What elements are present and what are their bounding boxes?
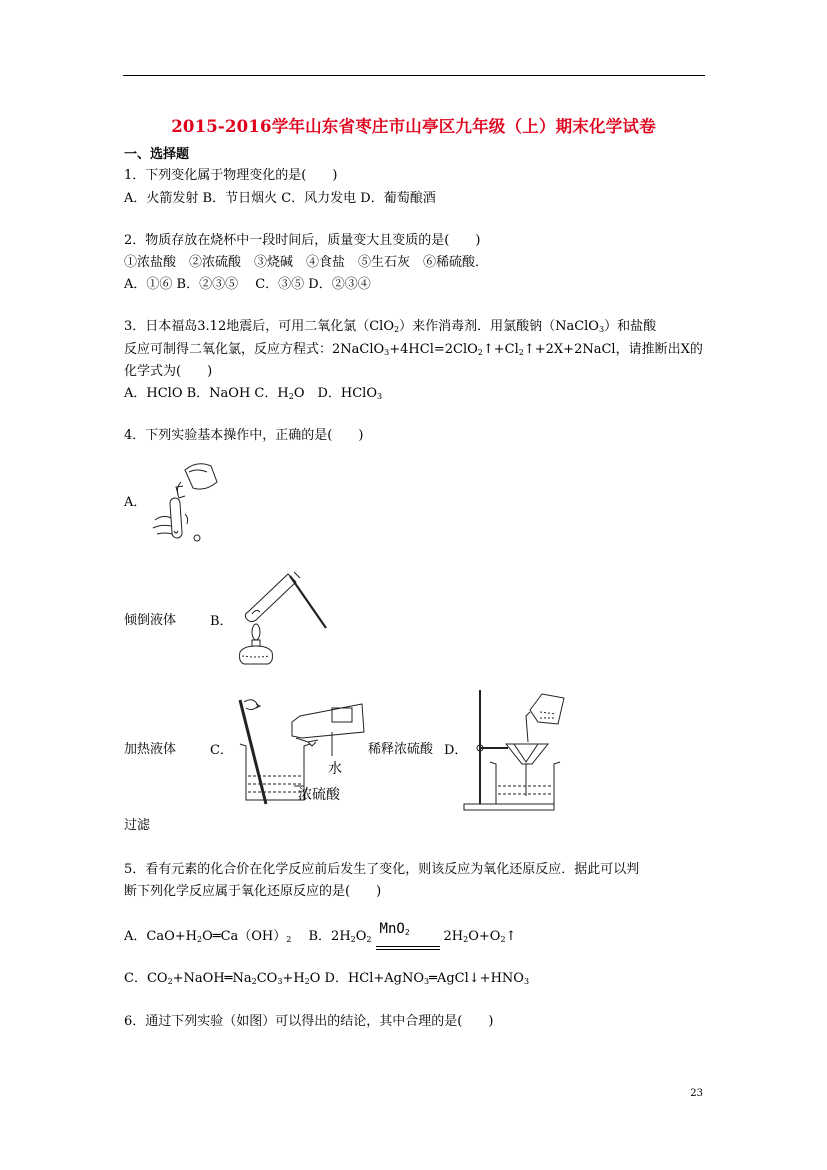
page-number: 23 [690,1088,703,1099]
q5-options-cd: C．$CO_2+NaOH═Na_2CO_3+H_2O$ D．$HCl+AgNO_3═AgCl↓+HNO_3$ [124,971,530,986]
q2-stem: 2．物质存放在烧杯中一段时间后，质量变大且变质的是( ) [124,233,481,248]
q4-figure-a [145,458,220,550]
q1-options: A．火箭发射 B．节日烟火 C．风力发电 D．葡萄酿酒 [124,191,436,206]
section-heading: 一、选择题 [124,147,190,162]
q4-figure-b [230,566,332,668]
q4-option-c: C． [210,743,233,758]
q4-option-a: A． [124,495,147,510]
q3-options: A．HClO B．NaOH C．$H_2O$ D．HClO$_3$ [124,386,383,401]
exam-title: 2015-2016学年山东省枣庄市山亭区九年级（上）期末化学试卷 [171,117,656,136]
q4-label-end: 过滤 [124,818,151,833]
q4-figure-d [458,686,568,812]
q4-label-d-desc: 稀释浓硫酸 [368,742,434,757]
q4-option-d: D． [444,743,468,758]
q4-option-b: B． [210,614,233,629]
q1-stem: 1．下列变化属于物理变化的是( ) [124,168,338,183]
q5-line1: 5．看有元素的化合价在化学反应前后发生了变化，则该反应为氧化还原反应．据此可以判 [124,862,640,877]
q4-label-c-desc: 加热液体 [124,742,177,757]
q3-line2: 反应可制得二氧化氯，反应方程式：$2NaClO_3+4HCl=2ClO_2↑+Cl_2↑+2X+2NaCl$，请推断出X的 [124,342,703,357]
q5-line2: 断下列化学反应属于氧化还原反应的是( ) [124,884,382,899]
q2-items: ①浓盐酸 ②浓硫酸 ③烧碱 ④食盐 ⑤生石灰 ⑥稀硫酸． [124,255,489,270]
q4-fig-c-water-label: 水 [328,761,342,777]
q5-catalyst-label: MnO$_2$ [379,921,410,937]
q5-options-ab: A．$CaO+H_2O═Ca(OH)_2$ B．$2H_2O_2$ MnO$_2$ $2H_2O+O_2↑$ [124,928,516,946]
header-rule [123,75,705,76]
q4-fig-c-acid-label: 浓硫酸 [298,787,340,803]
q4-label-b-desc: 倾倒液体 [124,613,177,628]
q4-stem: 4．下列实验基本操作中，正确的是( ) [124,428,364,443]
q2-options: A．①⑥ B．②③⑤ C．③⑤ D．②③④ [124,277,371,292]
q3-line1: 3．日本福岛3.12地震后，可用二氧化氯（ClO$_2$）来作消毒剂．用氯酸钠（NaClO$_3$）和盐酸 [124,319,657,334]
q6-stem: 6．通过下列实验（如图）可以得出的结论，其中合理的是( ) [124,1014,494,1029]
q3-line3: 化学式为( ) [124,364,213,379]
